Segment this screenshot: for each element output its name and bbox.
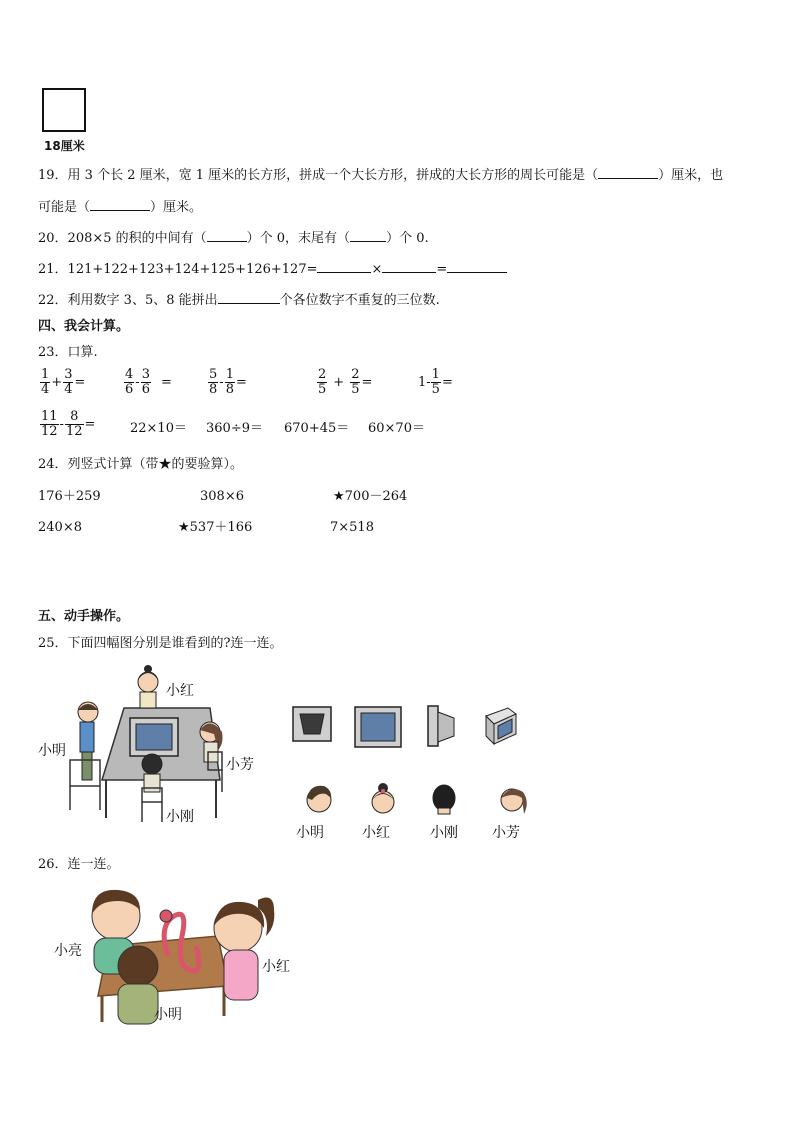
question-25-title: 25．下面四幅图分别是谁看到的?连一连。 <box>38 636 283 651</box>
question-23-title: 23．口算. <box>38 345 98 360</box>
answer-blank[interactable] <box>207 229 247 242</box>
question-19-line2: 可能是（ ）厘米。 <box>38 200 203 215</box>
vertical-calc-6: 7×518 <box>330 520 374 535</box>
scene-label-xiaohong: 小红 <box>166 683 194 699</box>
scene-label-xiaofang: 小芳 <box>226 757 254 773</box>
fraction-expr-5: 1- $\frac{1}{5}$ = <box>418 367 453 397</box>
scene-label-xiaogang: 小刚 <box>166 809 194 825</box>
section-4-heading: 四、我会计算。 <box>38 319 130 334</box>
q26-label-xiaohong: 小红 <box>262 959 290 975</box>
mental-calc-2: 360÷9＝ <box>206 421 263 436</box>
question-22: 22．利用数字 3、5、8 能拼出 个各位数字不重复的三位数. <box>38 293 440 308</box>
vertical-calc-1: 176＋259 <box>38 489 101 504</box>
mental-calc-4: 60×70＝ <box>368 421 425 436</box>
head-xiaoming[interactable] <box>304 782 334 816</box>
kid-label-xiaogang: 小刚 <box>430 825 458 841</box>
head-xiaogang[interactable] <box>430 782 458 816</box>
snake-toy-scene <box>78 886 288 1026</box>
mental-calc-1: 22×10＝ <box>130 421 187 436</box>
q26-label-xiaoming: 小明 <box>154 1007 182 1023</box>
question-24-title: 24．列竖式计算（带★的要验算）。 <box>38 457 244 472</box>
kid-label-xiaofang: 小芳 <box>492 825 520 841</box>
question-21: 21．121+122+123+124+125+126+127= × = <box>38 260 507 279</box>
head-xiaofang[interactable] <box>498 782 530 816</box>
section-5-heading: 五、动手操作。 <box>38 609 130 624</box>
answer-blank[interactable] <box>90 198 150 211</box>
answer-blank[interactable] <box>350 229 386 242</box>
fraction-expr-2: $\frac{4}{6}$ - $\frac{3}{6}$ = <box>125 367 172 397</box>
square-label: 18厘米 <box>44 139 85 153</box>
monitor-view-back[interactable] <box>292 704 332 744</box>
answer-blank[interactable] <box>317 260 371 273</box>
square-figure <box>42 88 86 132</box>
vertical-calc-5: ★537＋166 <box>178 520 253 535</box>
answer-blank[interactable] <box>598 166 658 179</box>
kid-label-xiaoming: 小明 <box>296 825 324 841</box>
question-19-line1: 19．用 3 个长 2 厘米，宽 1 厘米的长方形，拼成一个大长方形，拼成的大长方形的周长可能是（ ）厘米，也 <box>38 168 724 183</box>
monitor-view-side[interactable] <box>426 704 456 748</box>
scene-label-xiaoming: 小明 <box>38 743 66 759</box>
answer-blank[interactable] <box>382 260 436 273</box>
vertical-calc-2: 308×6 <box>200 489 244 504</box>
fraction-expr-6: $\frac{11}{12}$ - $\frac{8}{12}$ = <box>41 409 96 439</box>
fraction-expr-3: $\frac{5}{8}$ - $\frac{1}{8}$ = <box>209 367 247 397</box>
vertical-calc-3: ★700－264 <box>333 489 408 504</box>
vertical-calc-4: 240×8 <box>38 520 82 535</box>
question-26-title: 26．连一连。 <box>38 857 120 872</box>
fraction-expr-4: $\frac{2}{5}$ + $\frac{2}{5}$ = <box>318 367 373 397</box>
question-20: 20．208×5 的积的中间有（ ）个 0，末尾有（ ）个 0. <box>38 231 429 246</box>
answer-blank[interactable] <box>447 260 507 273</box>
mental-calc-3: 670+45＝ <box>284 421 350 436</box>
fraction-expr-1: $\frac{1}{4}$ + $\frac{3}{4}$ = <box>41 367 86 397</box>
answer-blank[interactable] <box>218 291 280 304</box>
monitor-view-angle[interactable] <box>482 704 520 746</box>
kid-label-xiaohong: 小红 <box>362 825 390 841</box>
monitor-view-front[interactable] <box>354 706 402 748</box>
q26-label-xiaoliang: 小亮 <box>54 943 82 959</box>
head-xiaohong[interactable] <box>368 782 398 816</box>
